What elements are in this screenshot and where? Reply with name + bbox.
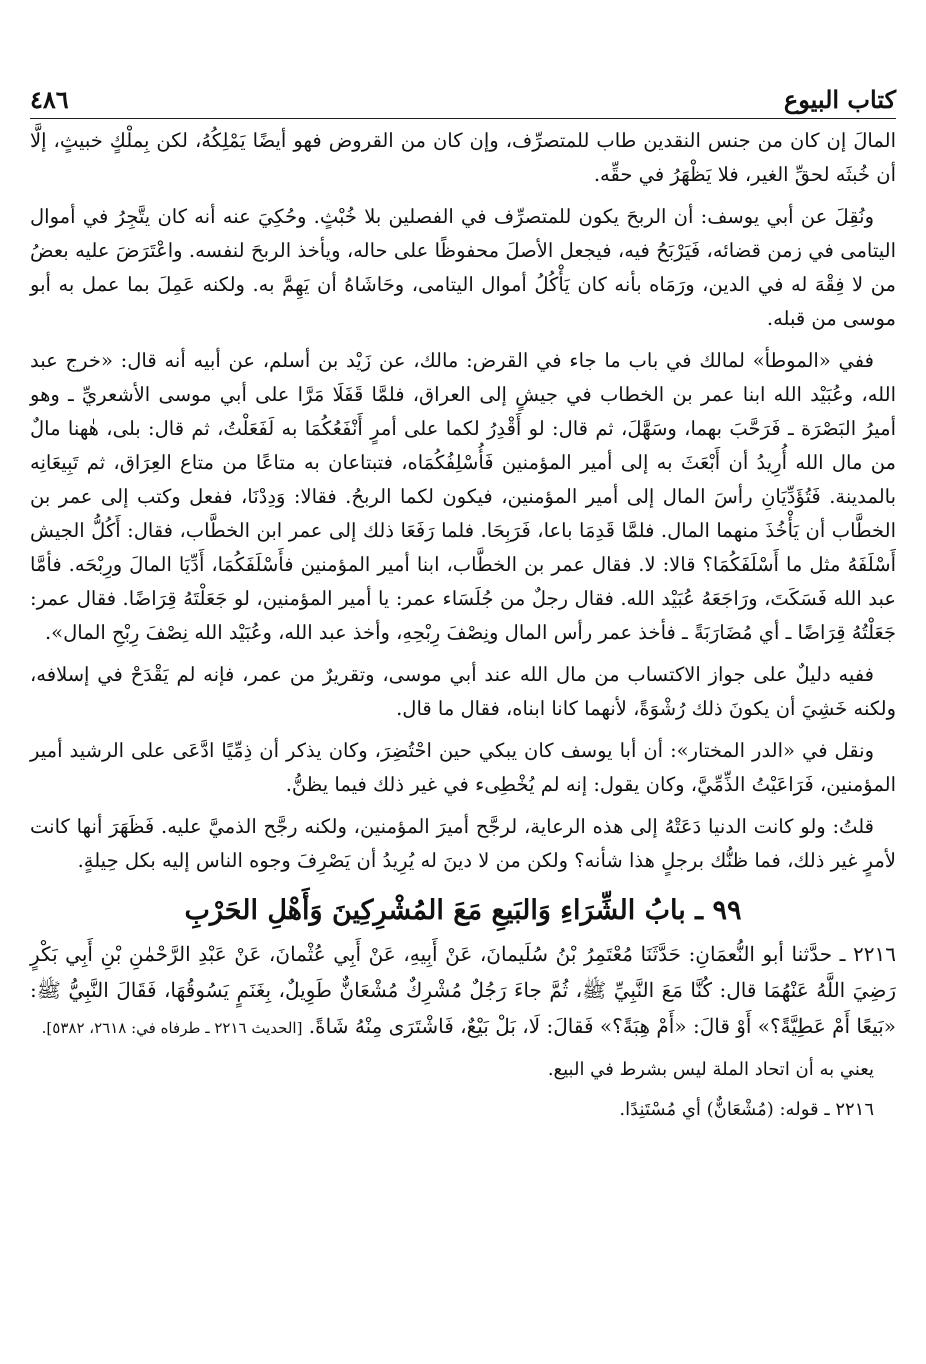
paragraph: المالَ إن كان من جنس النقدين طاب للمتصرِّف، وإن كان من القروض فهو أيضًا يَمْلِكُهُ، لكن بِملْكٍ خبيثٍ، إلَّا أن خُبثَه لحقِّ الغير، فلا يَظْهَرُ في حقِّه. bbox=[30, 129, 896, 186]
book-title: كتاب البيوع bbox=[783, 85, 896, 114]
page-body bbox=[30, 124, 896, 1134]
chapter-title: ٩٩ ـ بابُ الشِّرَاءِ وَالبَيعِ مَعَ المُشْرِكِينَ وَأَهْلِ الحَرْبِ bbox=[184, 895, 742, 926]
paragraph: ونُقِلَ عن أبي يوسف: أن الربحَ يكون للمتصرِّف في الفصلين بلا خُبْثٍ. وحُكِيَ عنه أنه كان يتَّجِرُ في أموال اليتامى في زمن قضائه، فَيَرْبَحُ فيه، فيجعل الأصلَ محفوظًا على حاله، ويأخذ الربحَ لنفسه. واعْتَرَضَ عليه بعضُ من لا فِقْهَ له في الدين، ورَمَاه بأنه كان يَأْكُلُ أموال اليتامى، وحَاشَاهُ أن يَهِمَّ به. ولكنه عَمِلَ بما عمل به أبو موسى من قبله. bbox=[30, 205, 896, 330]
paragraph: ونقل في «الدر المختار»: أن أبا يوسف كان يبكي حين احْتُضِرَ، وكان يذكر أن ذِمِّيًا ادَّعَى على الرشيد أمير المؤمنين، فَرَاعَيْتُ الذِّمِّيَّ، وكان يقول: إنه لم يُخْطِىء في غير ذلك فيما يظنُّ. bbox=[30, 739, 896, 796]
paragraph: ففيه دليلٌ على جواز الاكتساب من مال الله عند أبي موسى، وتقريرٌ من عمر، فإنه لم يَقْدَحْ في إسلافه، ولكنه خَشِيَ أن يكونَ ذلك رُشْوَةً، لأنهما كانا ابناه، فقال ما قال. bbox=[30, 663, 896, 720]
note: يعني به أن اتحاد الملة ليس بشرط في البيع. bbox=[547, 1059, 874, 1080]
running-head bbox=[30, 70, 896, 119]
hadith-text: ٢٢١٦ ـ حدَّثنا أبو النُّعمَانِ: حَدَّثَنَا مُعْتَمِرُ بْنُ سُلَيمانَ، عَنْ أَبِيهِ، عَنْ أَبِي عُثْمانَ، عَنْ عَبْدِ الرَّحْمٰنِ بْنِ أَبِي بَكْرٍ رَضِيَ اللَّهُ عَنْهُمَا قال: كُنَّا مَعَ النَّبِيِّ ﷺ، ثُمَّ جاءَ رَجُلٌ مُشْرِكٌ مُشْعَانٌّ طَوِيلٌ، بِغَنَمٍ يَسُوقُهَا، فَقَالَ النَّبِيُّ ﷺ: «بَيعًا أَمْ عَطِيَّةً؟» أَوْ قالَ: «أَمْ هِبَةً؟» فَقالَ: لَا، بَلْ بَيْعٌ، فَاشْتَرَى مِنْهُ شَاةً. bbox=[30, 942, 896, 1038]
hadith-reference: [الحديث ٢٢١٦ ـ طرفاه في: ٢٦١٨، ٥٣٨٢]. bbox=[41, 1019, 303, 1037]
page-number: ٤٨٦ bbox=[30, 85, 69, 114]
hadith bbox=[30, 936, 896, 1046]
note: ٢٢١٦ ـ قوله: (مُشْعَانٌّ) أي مُسْتَنِدًا. bbox=[619, 1099, 874, 1120]
paragraph: قلتُ: ولو كانت الدنيا دَعَتْهُ إلى هذه الرعاية، لرجَّح أميرَ المؤمنين، ولكنه رجَّح الذميَّ عليه. فَظَهَرَ أنها كانت لأمرٍ غير ذلك، فما ظنُّك برجلٍ هذا شأنه؟ ولكن من لا دينَ له يُرِيدُ أن يَصْرِفَ وجوه الناس إليه بكل حِيلةٍ. bbox=[30, 815, 896, 872]
paragraph: ففي «الموطأ» لمالك في باب ما جاء في القرض: مالك، عن زَيْد بن أسلم، عن أبيه أنه قال: «خرج عبد الله، وعُبَيْد الله ابنا عمر بن الخطاب في جيشٍ إلى العراق، فلمَّا قَفَلَا مَرَّا على أبي موسى الأشعريِّ ـ وهو أميرُ البَصْرَة ـ فَرَحَّبَ بهما، وسَهَّلَ، ثم قال: لو أَقْدِرُ لكما على أمرٍ أَنْفَعُكُمَا به لَفَعَلْتُ، ثم قال: بلى، هٰهنا مالٌ من مال الله أُرِيدُ أن أَبْعَثَ به إلى أمير المؤمنين فَأُسْلِفُكُمَاه، فتبتاعان به متاعًا من متاع العِرَاق، ثم تَبِيعَانِه بالمدينة. فَتُؤَدِّيَانِ رأسَ المال إلى أمير المؤمنين، فيكون لكما الربحُ. فقالا: وَدِدْنَا، ففعل وكتب إلى عمر بن الخطَّاب أن يَأْخُذَ منهما المال. فلمَّا قَدِمَا باعا، فَرَبِحَا. فلما رَفَعَا ذلك إلى عمر ابن الخطَّاب، فقال: أَكُلُّ الجيش أَسْلَفَهُ مثل ما أَسْلَفَكُمَا؟ قالا: لا. فقال عمر بن الخطَّاب، ابنا أمير المؤمنين فأَسْلَفَكُمَا، أَدِّيَا المالَ ورِبْحَه. فأمَّا عبد الله فَسَكَتَ، ورَاجَعَهُ عُبَيْد الله. فقال رجلٌ من جُلَسَاء عمر: يا أمير المؤمنين، لو جَعَلْتَهُ قِرَاضًا. فقال عمر: جَعَلْتُهُ قِرَاضًا ـ أي مُضَارَبَةً ـ فأخذ عمر رأس المال ونِصْفَ رِبْحِهِ، وأخذ عبد الله، وعُبَيْد الله نِصْفَ رِبْحِ المال». bbox=[30, 349, 896, 644]
